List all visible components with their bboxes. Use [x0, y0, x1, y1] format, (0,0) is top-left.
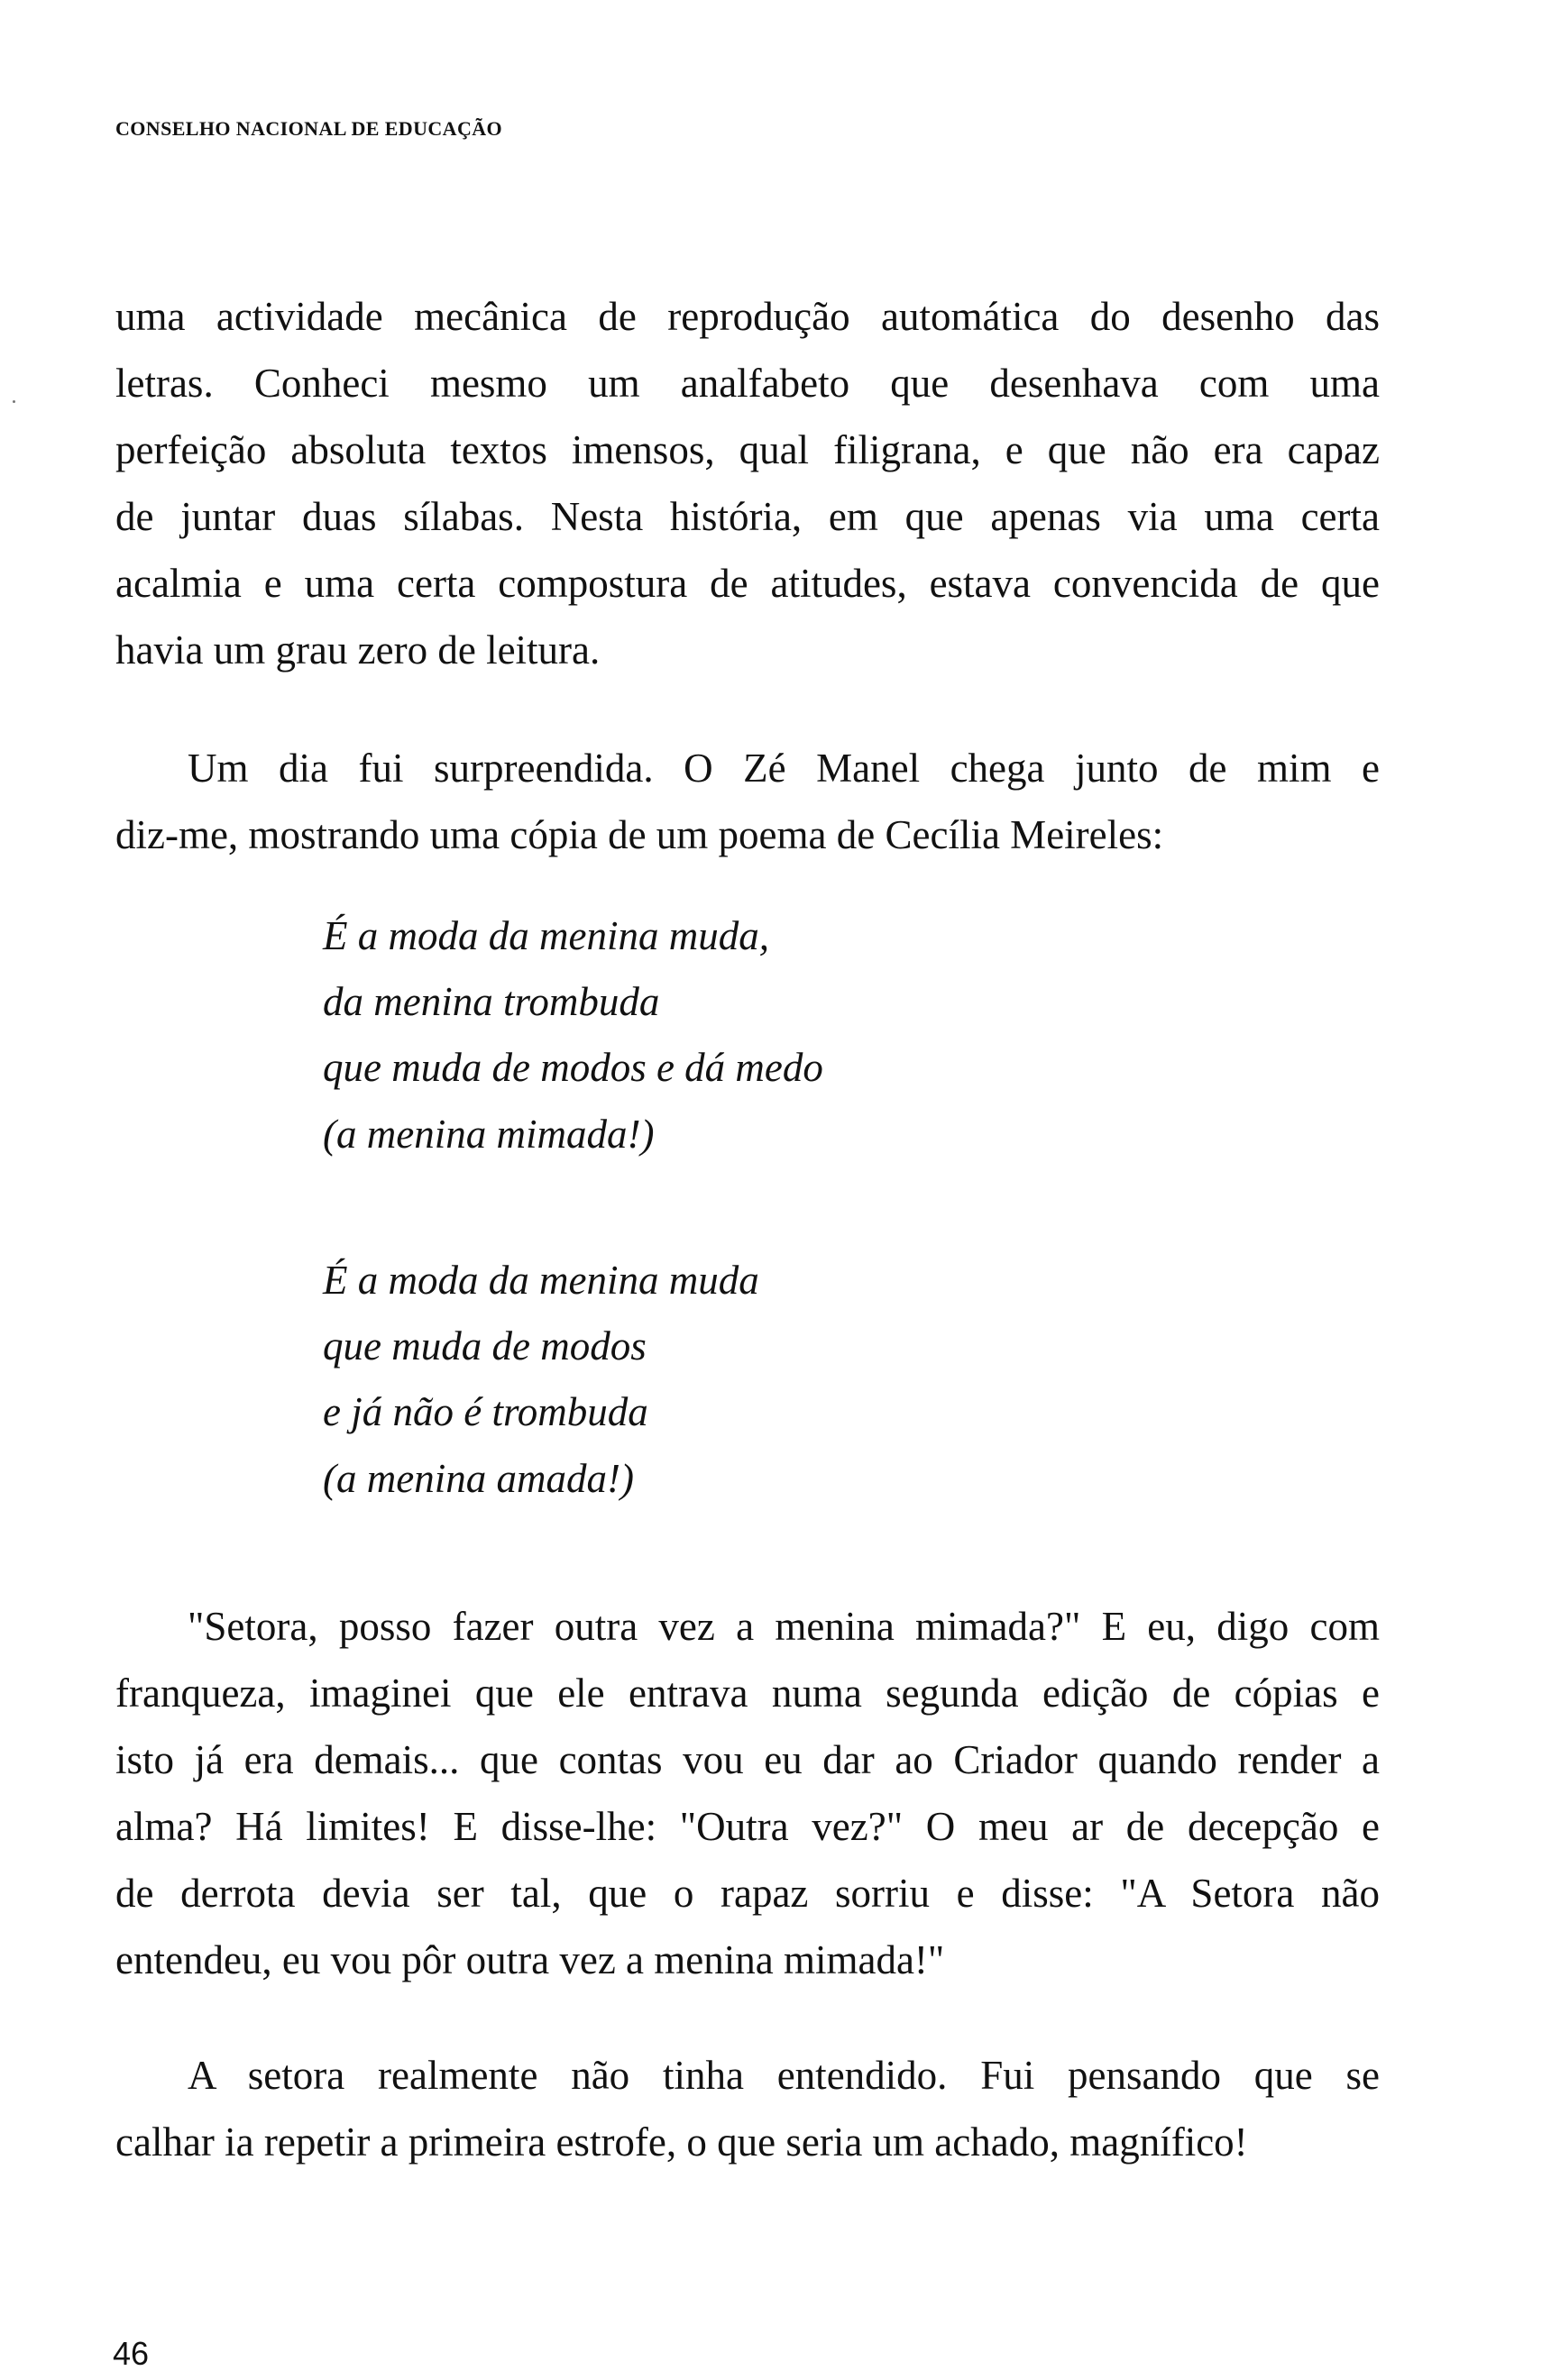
- poem-stanza-2: [323, 1248, 759, 1445]
- verse-line: É a moda da menina muda: [323, 1258, 759, 1303]
- scan-speck: [13, 400, 15, 403]
- text-line: A setora realmente não tinha entendido. Fui pensando que se: [188, 2053, 1380, 2098]
- verse-line: É a moda da menina muda,: [323, 913, 769, 958]
- text-line: havia um grau zero de leitura.: [115, 627, 601, 673]
- text-line: perfeição absoluta textos imensos, qual filigrana, e que não era capaz: [115, 427, 1380, 472]
- text-line: de derrota devia ser tal, que o rapaz sorriu e disse: "A Setora não: [115, 1871, 1380, 1916]
- running-head: CONSELHO NACIONAL DE EDUCAÇÃO: [115, 117, 503, 140]
- text-line: letras. Conheci mesmo um analfabeto que desenhava com uma: [115, 361, 1380, 406]
- text-line: "Setora, posso fazer outra vez a menina mimada?" E eu, digo com: [188, 1604, 1380, 1649]
- text-line: Um dia fui surpreendida. O Zé Manel chega junto de mim e: [188, 746, 1380, 791]
- poem-refrain-1: [323, 1102, 654, 1167]
- verse-line: que muda de modos: [323, 1323, 647, 1368]
- text-line: uma actividade mecânica de reprodução automática do desenho das: [115, 294, 1380, 339]
- text-line: alma? Há limites! E disse-lhe: "Outra vez?" O meu ar de decepção e: [115, 1804, 1380, 1849]
- text-line: diz-me, mostrando uma cópia de um poema de Cecília Meireles:: [115, 812, 1164, 857]
- page-number: 46: [113, 2335, 150, 2372]
- verse-line: da menina trombuda: [323, 979, 660, 1024]
- poem-refrain-2: [323, 1446, 634, 1512]
- text-line: entendeu, eu vou pôr outra vez a menina mimada!": [115, 1937, 945, 1982]
- paragraph-4: [115, 2042, 1380, 2175]
- text-line: franqueza, imaginei que ele entrava numa segunda edição de cópias e: [115, 1671, 1380, 1716]
- text-line: de juntar duas sílabas. Nesta história, em que apenas via uma certa: [115, 494, 1380, 539]
- text-line: calhar ia repetir a primeira estrofe, o que seria um achado, magnífico!: [115, 2119, 1248, 2165]
- poem-stanza-1: [323, 903, 823, 1101]
- text-line: acalmia e uma certa compostura de atitudes, estava convencida de que: [115, 561, 1380, 606]
- paragraph-1: [115, 283, 1380, 683]
- verse-line: (a menina mimada!): [323, 1112, 655, 1157]
- paragraph-3: [115, 1593, 1380, 1993]
- paragraph-2: [115, 735, 1380, 868]
- verse-line: (a menina amada!): [323, 1456, 634, 1501]
- verse-line: que muda de modos e dá medo: [323, 1045, 823, 1090]
- text-line: isto já era demais... que contas vou eu dar ao Criador quando render a: [115, 1737, 1380, 1782]
- verse-line: e já não é trombuda: [323, 1389, 648, 1434]
